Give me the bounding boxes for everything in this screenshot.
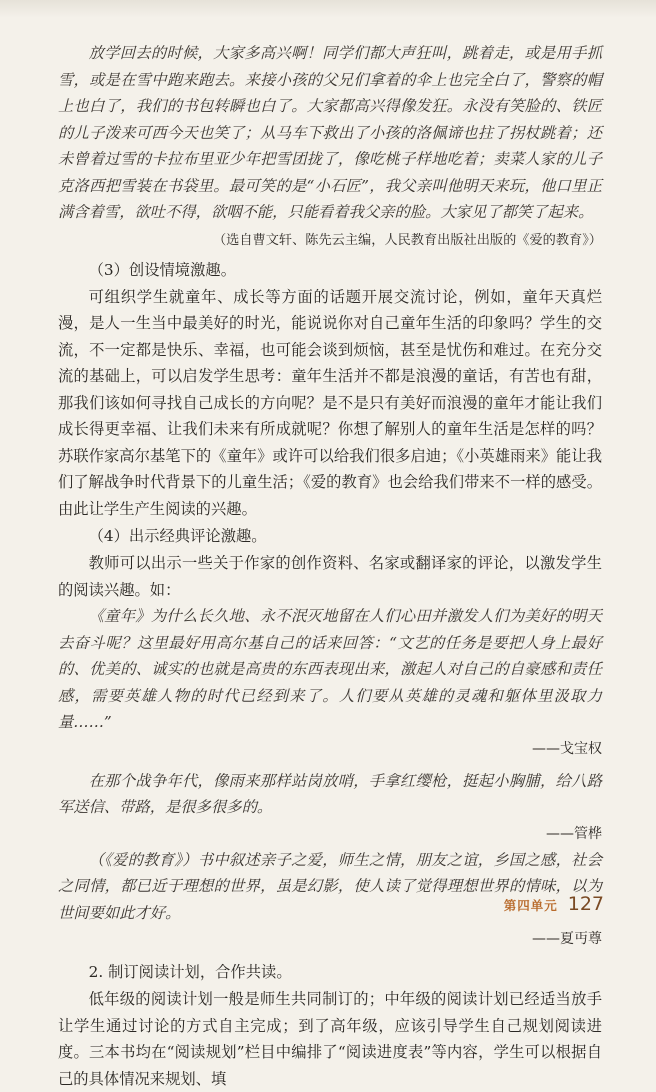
unit-label: 第四单元 xyxy=(503,898,558,913)
page-number: 127 xyxy=(567,893,604,915)
review-2-author: ——管桦 xyxy=(546,825,602,842)
page-footer xyxy=(504,893,604,915)
paragraph-4: 教师可以出示一些关于作家的创作资料、名家或翻译家的评论，以激发学生的阅读兴趣。如： xyxy=(58,554,602,599)
review-1: 《童年》为什么长久地、永不泯灭地留在人们心田并激发人们为美好的明天去奋斗呢？这里最好用高尔基自己的话来回答：“文艺的任务是要把人身上最好的、优美的、诚实的也就是高贵的东西表现出来，激起人对自己的自豪感和责任感，需要英雄人物的时代已经到来了。人们要从英雄的灵魂和躯体里汲取力量……” xyxy=(58,607,602,731)
heading-4: （4）出示经典评论激趣。 xyxy=(88,527,267,545)
review-1-author: ——戈宝权 xyxy=(532,740,602,757)
heading-2: 2. 制订阅读计划，合作共读。 xyxy=(88,963,292,981)
quote-passage: 放学回去的时候，大家多高兴啊！同学们都大声狂叫，跳着走，或是用手抓雪，或是在雪中跑来跑去。来接小孩的父兄们拿着的伞上也完全白了，警察的帽上也白了，我们的书包转瞬也白了。大家都高兴得像发狂。永没有笑脸的、铁匠的儿子泼来可西今天也笑了；从马车下救出了小孩的洛佩谛也拄了拐杖跳着；还未曾着过雪的卡拉布里亚少年把雪团拢了，像吃桃子样地吃着；卖菜人家的儿子克洛西把雪装在书袋里。最可笑的是“小石匠”，我父亲叫他明天来玩，他口里正满含着雪，欲吐不得，欲咽不能，只能看着我父亲的脸。大家见了都笑了起来。 xyxy=(58,44,602,221)
review-2: 在那个战争年代，像雨来那样站岗放哨，手拿红缨枪，挺起小胸脯，给八路军送信、带路，是很多很多的。 xyxy=(58,771,602,816)
review-3: （《爱的教育》）书中叙述亲子之爱，师生之情，朋友之谊，乡国之感，社会之同情，都已近于理想的世界，虽是幻影，使人读了觉得理想世界的情味，以为世间要如此才好。 xyxy=(58,850,602,922)
paragraph-5: 低年级的阅读计划一般是师生共同制订的；中年级的阅读计划已经适当放手让学生通过讨论的方式自主完成；到了高年级，应该引导学生自己规划阅读进度。三本书均在“阅读规划”栏目中编排了“阅读进度表”等内容，学生可以根据自己的具体情况来规划、填 xyxy=(58,990,602,1088)
quote-source: （选自曹文轩、陈先云主编，人民教育出版社出版的《爱的教育》） xyxy=(212,232,602,248)
paragraph-3: 可组织学生就童年、成长等方面的话题开展交流讨论，例如，童年天真烂漫，是人一生当中最美好的时光，能说说你对自己童年生活的印象吗？学生的交流，不一定都是快乐、幸福，也可能会谈到烦恼，甚至是忧伤和难过。在充分交流的基础上，可以启发学生思考：童年生活并不都是浪漫的童话，有苦也有甜，那我们该如何寻找自己成长的方向呢？是不是只有美好而浪漫的童年才能让我们成长得更幸福、让我们未来有所成就呢？你想了解别人的童年生活是怎样的吗？苏联作家高尔基笔下的《童年》或许可以给我们很多启迪；《小英雄雨来》能让我们了解战争时代背景下的儿童生活；《爱的教育》也会给我们带来不一样的感受。由此让学生产生阅读的兴趣。 xyxy=(58,287,602,518)
review-3-author: ——夏丏尊 xyxy=(532,931,602,947)
heading-3: （3）创设情境激趣。 xyxy=(88,260,236,279)
